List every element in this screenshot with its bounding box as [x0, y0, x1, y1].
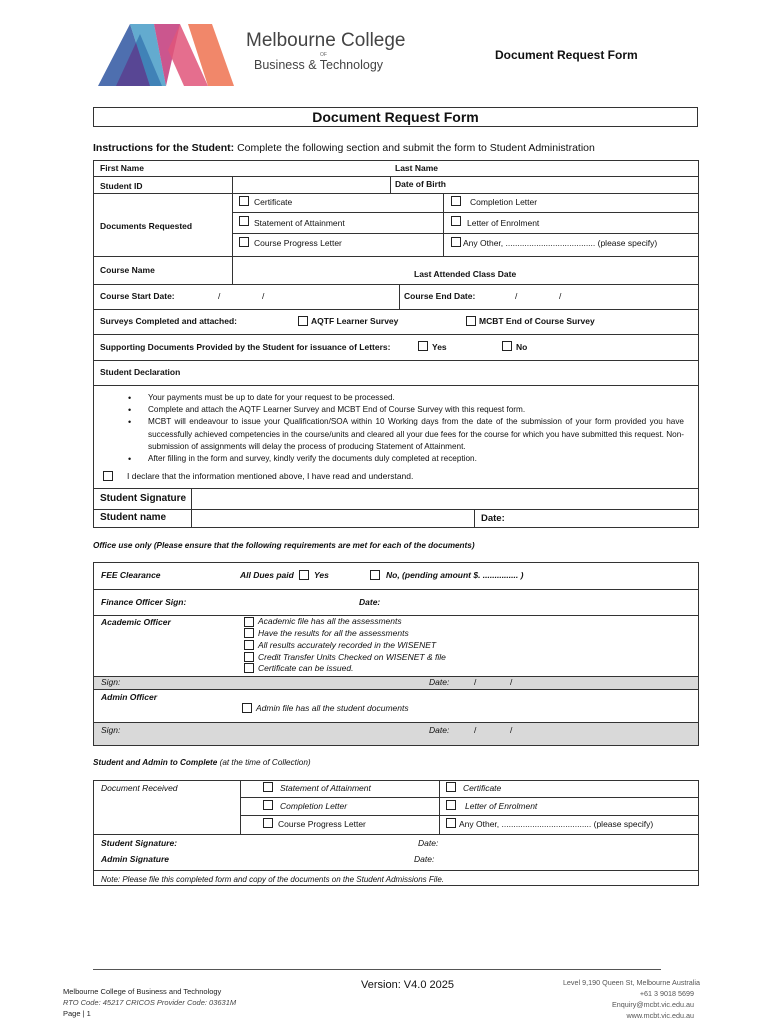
course-progress-checkbox[interactable]: [239, 237, 249, 247]
student-sign-date-label: Date:: [418, 838, 439, 848]
start-slash-2: /: [262, 291, 265, 301]
academic-item: All results accurately recorded in the WISENET: [258, 640, 437, 650]
academic-item: Certificate can be issued.: [258, 663, 354, 673]
course-progress-label: Course Progress Letter: [254, 238, 342, 248]
coll-statement-label: Statement of Attainment: [280, 783, 371, 793]
footer-phone: +61 3 9018 5699: [639, 989, 694, 998]
logo-text-line1: Melbourne College: [246, 30, 406, 51]
academic-date-slash-1: /: [474, 677, 477, 687]
dues-no-checkbox[interactable]: [370, 570, 380, 580]
admin-sign-label: Sign:: [101, 725, 121, 735]
course-name-label: Course Name: [100, 265, 155, 275]
statement-attainment-checkbox[interactable]: [239, 216, 249, 226]
footer-address: Level 9,190 Queen St, Melbourne Australia: [562, 978, 700, 987]
declaration-item: • Your payments must be up to date for your request to be processed.: [128, 392, 684, 404]
coll-certificate-label: Certificate: [463, 783, 502, 793]
letter-enrolment-label: Letter of Enrolment: [467, 218, 540, 228]
dues-no-label: No, (pending amount $. ............... ): [386, 570, 524, 580]
student-date-label: Date:: [481, 513, 505, 524]
fee-clearance-label: FEE Clearance: [101, 570, 161, 580]
coll-enrolment-label: Letter of Enrolment: [465, 801, 538, 811]
supporting-yes-checkbox[interactable]: [418, 341, 428, 351]
student-id-label: Student ID: [100, 181, 143, 191]
coll-certificate-checkbox[interactable]: [446, 782, 456, 792]
footer-codes: RTO Code: 45217 CRICOS Provider Code: 03631M: [63, 998, 237, 1007]
logo-text-line2: Business & Technology: [254, 58, 384, 72]
academic-date-slash-2: /: [510, 677, 513, 687]
academic-check-2[interactable]: [244, 628, 254, 638]
mcbt-checkbox[interactable]: [466, 316, 476, 326]
supporting-label: Supporting Documents Provided by the Student for issuance of Letters:: [100, 342, 391, 352]
finance-date-label: Date:: [359, 597, 381, 607]
last-name-label: Last Name: [395, 163, 438, 173]
coll-progress-checkbox[interactable]: [263, 818, 273, 828]
collection-heading-rest: (at the time of Collection): [217, 758, 311, 767]
office-heading: Office use only (Please ensure that the following requirements are met for each of the documents): [93, 541, 475, 550]
admin-date-label: Date:: [429, 725, 450, 735]
dues-yes-checkbox[interactable]: [299, 570, 309, 580]
form-label: Document Request Form: [495, 48, 638, 62]
collection-heading: [93, 758, 311, 767]
certificate-checkbox[interactable]: [239, 196, 249, 206]
statement-attainment-label: Statement of Attainment: [254, 218, 345, 228]
footer-email[interactable]: Enquiry@mcbt.vic.edu.au: [611, 1000, 694, 1009]
first-name-label: First Name: [100, 163, 144, 173]
footer-version: Version: V4.0 2025: [361, 979, 454, 991]
declaration-item: • After filling in the form and survey, kindly verify the documents duly completed at reception.: [128, 453, 684, 465]
academic-check-5[interactable]: [244, 663, 254, 673]
academic-check-1[interactable]: [244, 617, 254, 627]
logo-text-of: OF: [320, 52, 327, 58]
declaration-title: Student Declaration: [100, 367, 181, 377]
footer-web[interactable]: www.mcbt.vic.edu.au: [626, 1011, 694, 1020]
course-start-label: Course Start Date:: [100, 291, 175, 301]
supporting-yes-label: Yes: [432, 342, 447, 352]
completion-letter-checkbox[interactable]: [451, 196, 461, 206]
end-slash-1: /: [515, 291, 518, 301]
admin-signature-label: Admin Signature: [101, 854, 170, 864]
footer-org: Melbourne College of Business and Technology: [63, 987, 222, 996]
academic-sign-row: [94, 676, 698, 689]
admin-sign-date-label: Date:: [414, 854, 435, 864]
academic-item: Academic file has all the assessments: [258, 616, 402, 626]
completion-letter-label: Completion Letter: [470, 197, 538, 207]
instructions: [93, 142, 595, 154]
surveys-label: Surveys Completed and attached:: [100, 316, 237, 326]
declaration-item: • Complete and attach the AQTF Learner Survey and MCBT End of Course Survey with this request form.: [128, 404, 684, 416]
admin-sign-row: [94, 722, 698, 745]
aqtf-label: AQTF Learner Survey: [311, 316, 399, 326]
academic-check-4[interactable]: [244, 652, 254, 662]
admin-file-label: Admin file has all the student documents: [256, 703, 409, 713]
finance-sign-label: Finance Officer Sign:: [101, 597, 187, 607]
declare-checkbox[interactable]: [103, 471, 113, 481]
supporting-no-label: No: [516, 342, 528, 352]
coll-statement-checkbox[interactable]: [263, 782, 273, 792]
admin-file-checkbox[interactable]: [242, 703, 252, 713]
any-other-checkbox[interactable]: [451, 237, 461, 247]
college-logo: [96, 20, 236, 88]
collection-note: Note: Please file this completed form and copy of the documents on the Student Admissions File.: [101, 875, 444, 884]
admin-officer-label: Admin Officer: [101, 692, 158, 702]
coll-other-checkbox[interactable]: [446, 818, 456, 828]
mcbt-label: MCBT End of Course Survey: [479, 316, 595, 326]
certificate-label: Certificate: [254, 197, 293, 207]
student-name-label: Student name: [100, 512, 167, 523]
academic-officer-label: Academic Officer: [101, 617, 171, 627]
any-other-label: Any Other, ...................................... (please specify): [463, 238, 658, 248]
student-signature-coll-label: Student Signature:: [101, 838, 178, 848]
documents-requested-label: Documents Requested: [100, 221, 193, 231]
academic-date-label: Date:: [429, 677, 450, 687]
start-slash-1: /: [218, 291, 221, 301]
course-end-label: Course End Date:: [404, 291, 476, 301]
academic-sign-label: Sign:: [101, 677, 121, 687]
admin-date-slash-2: /: [510, 725, 513, 735]
academic-item: Credit Transfer Units Checked on WISENET & file: [258, 652, 446, 662]
coll-progress-label: Course Progress Letter: [278, 819, 366, 829]
end-slash-2: /: [559, 291, 562, 301]
declaration-item: • MCBT will endeavour to issue your Qualification/SOA within 10 Working days from the date of the submission of your form provided you have successfully achieved competencies in the course/units and cleared all your due fees for the course for which you have submitted this request. Non-submission of assignments will delay the process of producing Statement of Attainment.: [128, 416, 684, 453]
academic-check-3[interactable]: [244, 640, 254, 650]
admin-date-slash-1: /: [474, 725, 477, 735]
last-attended-label: Last Attended Class Date: [414, 269, 517, 279]
instructions-lead: Instructions for the Student:: [93, 142, 235, 154]
all-dues-label: All Dues paid: [240, 570, 294, 580]
dob-label: Date of Birth: [395, 179, 446, 189]
declare-label: I declare that the information mentioned above, I have read and understand.: [127, 471, 414, 481]
coll-completion-checkbox[interactable]: [263, 800, 273, 810]
collection-heading-bold: Student and Admin to Complete: [93, 758, 218, 767]
coll-other-label: Any Other, ...................................... (please specify): [459, 819, 654, 829]
academic-item: Have the results for all the assessments: [258, 628, 409, 638]
instructions-text: Complete the following section and submit the form to Student Administration: [234, 142, 595, 154]
student-signature-label: Student Signature: [100, 493, 187, 504]
coll-completion-label: Completion Letter: [280, 801, 348, 811]
footer-page: Page | 1: [63, 1009, 91, 1018]
declaration-list: [128, 392, 684, 465]
letter-enrolment-checkbox[interactable]: [451, 216, 461, 226]
page-title: Document Request Form: [312, 109, 479, 125]
dues-yes-label: Yes: [314, 570, 329, 580]
aqtf-checkbox[interactable]: [298, 316, 308, 326]
document-received-label: Document Received: [101, 783, 178, 793]
supporting-no-checkbox[interactable]: [502, 341, 512, 351]
coll-enrolment-checkbox[interactable]: [446, 800, 456, 810]
footer-rule: [93, 969, 661, 970]
